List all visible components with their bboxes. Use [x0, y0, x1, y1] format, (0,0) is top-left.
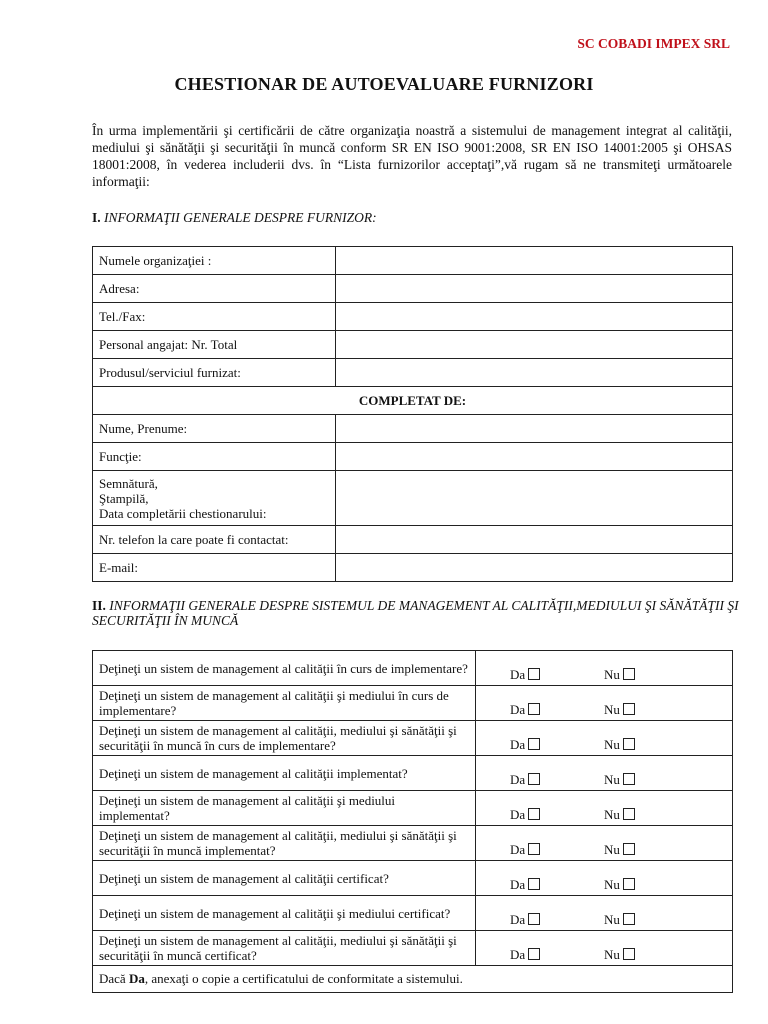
yes-option[interactable]: Da — [510, 842, 540, 858]
address-field[interactable] — [336, 275, 733, 303]
no-option[interactable]: Nu — [604, 877, 635, 893]
yes-option[interactable]: Da — [510, 772, 540, 788]
yes-checkbox[interactable] — [528, 913, 540, 925]
supplier-info-table — [92, 246, 733, 582]
yes-checkbox[interactable] — [528, 668, 540, 680]
field-label: Numele organizaţiei : — [93, 247, 336, 275]
question-text: Deţineţi un sistem de management al calităţii implementat? — [93, 756, 476, 791]
no-option[interactable]: Nu — [604, 947, 635, 963]
yes-checkbox[interactable] — [528, 773, 540, 785]
table-row — [93, 443, 733, 471]
yes-checkbox[interactable] — [528, 703, 540, 715]
no-option[interactable]: Nu — [604, 807, 635, 823]
question-row — [93, 826, 733, 861]
stamp-line: Ştampilă, — [99, 490, 149, 506]
date-line: Data completării chestionarului: — [99, 505, 267, 521]
section-1-title: INFORMAŢII GENERALE DESPRE FURNIZOR: — [104, 210, 377, 225]
question-text: Deţineţi un sistem de management al calităţii, mediului şi sănătăţii şi securităţii în muncă certificat? — [93, 931, 476, 966]
company-name: SC COBADI IMPEX SRL — [577, 36, 730, 51]
no-checkbox[interactable] — [623, 703, 635, 715]
phone-fax-field[interactable] — [336, 303, 733, 331]
answer-cell — [476, 826, 733, 861]
field-label: Nr. telefon la care poate fi contactat: — [93, 526, 336, 554]
answer-cell — [476, 651, 733, 686]
section-2-heading — [92, 598, 742, 628]
job-title-field[interactable] — [336, 443, 733, 471]
product-service-field[interactable] — [336, 359, 733, 387]
question-row — [93, 721, 733, 756]
no-option[interactable]: Nu — [604, 912, 635, 928]
no-option[interactable]: Nu — [604, 702, 635, 718]
signature-field[interactable] — [336, 471, 733, 526]
answer-cell — [476, 896, 733, 931]
field-label: Nume, Prenume: — [93, 415, 336, 443]
yes-checkbox[interactable] — [528, 808, 540, 820]
yes-option[interactable]: Da — [510, 912, 540, 928]
no-option[interactable]: Nu — [604, 667, 635, 683]
field-label: Personal angajat: Nr. Total — [93, 331, 336, 359]
question-text: Deţineţi un sistem de management al calităţii şi mediului implementat? — [93, 791, 476, 826]
question-row — [93, 756, 733, 791]
table-row — [93, 359, 733, 387]
question-text: Deţineţi un sistem de management al calităţii şi mediului certificat? — [93, 896, 476, 931]
no-checkbox[interactable] — [623, 878, 635, 890]
management-system-table — [92, 650, 733, 993]
answer-cell — [476, 931, 733, 966]
no-checkbox[interactable] — [623, 738, 635, 750]
no-checkbox[interactable] — [623, 843, 635, 855]
table-row — [93, 966, 733, 993]
no-checkbox[interactable] — [623, 913, 635, 925]
table-row — [93, 526, 733, 554]
question-text: Deţineţi un sistem de management al calităţii şi mediului în curs de implementare? — [93, 686, 476, 721]
completed-by-header: COMPLETAT DE: — [93, 387, 733, 415]
contact-phone-field[interactable] — [336, 526, 733, 554]
answer-cell — [476, 686, 733, 721]
no-checkbox[interactable] — [623, 808, 635, 820]
question-row — [93, 686, 733, 721]
signature-line: Semnătură, — [99, 475, 158, 491]
field-label: Produsul/serviciul furnizat: — [93, 359, 336, 387]
yes-option[interactable]: Da — [510, 667, 540, 683]
no-option[interactable]: Nu — [604, 772, 635, 788]
table-row — [93, 275, 733, 303]
field-label: E-mail: — [93, 554, 336, 582]
table-row — [93, 331, 733, 359]
table-row — [93, 247, 733, 275]
table-row — [93, 415, 733, 443]
field-label: Tel./Fax: — [93, 303, 336, 331]
full-name-field[interactable] — [336, 415, 733, 443]
yes-checkbox[interactable] — [528, 738, 540, 750]
yes-option[interactable]: Da — [510, 702, 540, 718]
section-2-number: II. — [92, 598, 106, 613]
question-row — [93, 861, 733, 896]
field-label: Adresa: — [93, 275, 336, 303]
table-row — [93, 303, 733, 331]
question-row — [93, 896, 733, 931]
yes-checkbox[interactable] — [528, 843, 540, 855]
no-option[interactable]: Nu — [604, 842, 635, 858]
answer-cell — [476, 861, 733, 896]
field-label: Funcţie: — [93, 443, 336, 471]
no-option[interactable]: Nu — [604, 737, 635, 753]
table-row — [93, 554, 733, 582]
section-2-title: INFORMAŢII GENERALE DESPRE SISTEMUL DE MANAGEMENT AL CALITĂŢII,MEDIULUI ŞI SĂNĂTĂŢII ŞI SECURITĂŢII ÎN MUNCĂ — [92, 598, 739, 628]
organization-name-field[interactable] — [336, 247, 733, 275]
yes-checkbox[interactable] — [528, 948, 540, 960]
question-text: Deţineţi un sistem de management al calităţii, mediului şi sănătăţii şi securităţii în muncă implementat? — [93, 826, 476, 861]
yes-option[interactable]: Da — [510, 807, 540, 823]
table-row — [93, 387, 733, 415]
no-checkbox[interactable] — [623, 948, 635, 960]
answer-cell — [476, 791, 733, 826]
answer-cell — [476, 756, 733, 791]
section-1-number: I. — [92, 210, 101, 225]
table-row — [93, 471, 733, 526]
question-text: Deţineţi un sistem de management al calităţii în curs de implementare? — [93, 651, 476, 686]
no-checkbox[interactable] — [623, 668, 635, 680]
employee-count-field[interactable] — [336, 331, 733, 359]
no-checkbox[interactable] — [623, 773, 635, 785]
email-field[interactable] — [336, 554, 733, 582]
certificate-note: Dacă Da, anexaţi o copie a certificatului de conformitate a sistemului. — [93, 966, 733, 993]
question-text: Deţineţi un sistem de management al calităţii certificat? — [93, 861, 476, 896]
signature-label — [93, 471, 336, 526]
yes-option[interactable]: Da — [510, 877, 540, 893]
answer-cell — [476, 721, 733, 756]
yes-option[interactable]: Da — [510, 947, 540, 963]
yes-checkbox[interactable] — [528, 878, 540, 890]
question-text: Deţineţi un sistem de management al calităţii, mediului şi sănătăţii şi securităţii în muncă în curs de implementare? — [93, 721, 476, 756]
yes-option[interactable]: Da — [510, 737, 540, 753]
question-row — [93, 931, 733, 966]
intro-paragraph: În urma implementării şi certificării de către organizaţia noastră a sistemului de management integrat al calităţii, mediului şi sănătăţii şi securităţii în muncă conform SR EN ISO 9001:2008, SR EN ISO 14001:2005 şi OHSAS 18001:2008, în vederea includerii dvs. în “Lista furnizorilor acceptaţi”,vă rugam să ne transmiteţi următoarele informaţii: — [92, 123, 732, 189]
question-row — [93, 791, 733, 826]
section-1-heading — [92, 210, 377, 226]
question-row — [93, 651, 733, 686]
document-title: CHESTIONAR DE AUTOEVALUARE FURNIZORI — [174, 74, 594, 94]
